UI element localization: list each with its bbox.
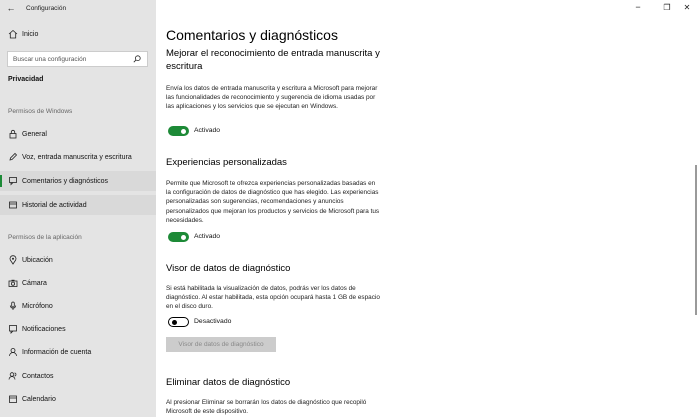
handwriting-heading: Mejorar el reconocimiento de entrada manuscrita y escritura <box>166 48 380 72</box>
viewer-toggle-label: Desactivado <box>194 318 232 325</box>
search-icon[interactable] <box>130 55 144 63</box>
sidebar-item-notifications[interactable] <box>0 319 156 339</box>
personalized-heading: Experiencias personalizadas <box>166 157 287 168</box>
sidebar-item-label: Ubicación <box>22 256 53 264</box>
sidebar-item-label: Calendario <box>22 395 56 403</box>
home-icon <box>7 28 19 40</box>
sidebar-item-general[interactable] <box>0 124 156 144</box>
sidebar-item-label: General <box>22 130 47 138</box>
diagnostic-data-viewer-button[interactable]: Visor de datos de diagnóstico <box>166 337 276 352</box>
close-button[interactable]: ✕ <box>683 2 691 12</box>
sidebar-item-account[interactable] <box>0 342 156 362</box>
handwriting-toggle-label: Activado <box>194 127 221 134</box>
title-bar <box>0 0 156 16</box>
minimize-button[interactable]: − <box>635 2 641 12</box>
sidebar-item-label: Notificaciones <box>22 325 66 333</box>
toggle-knob <box>172 320 177 325</box>
sidebar-item-label: Comentarios y diagnósticos <box>22 177 108 185</box>
toggle-knob <box>181 129 186 134</box>
handwriting-toggle[interactable] <box>168 126 189 136</box>
sidebar-item-speech[interactable] <box>0 147 156 167</box>
sidebar-item-contacts[interactable] <box>0 366 156 386</box>
sidebar-item-activity[interactable] <box>0 195 156 215</box>
personalized-toggle[interactable] <box>168 232 189 242</box>
sidebar-item-calendar[interactable] <box>0 389 156 409</box>
sidebar-item-microphone[interactable] <box>0 296 156 316</box>
lock-icon <box>7 128 19 140</box>
sidebar-item-camera[interactable] <box>0 273 156 293</box>
back-button[interactable]: ← <box>6 3 16 13</box>
active-indicator <box>0 175 2 187</box>
viewer-heading: Visor de datos de diagnóstico <box>166 263 291 274</box>
notifications-icon <box>7 323 19 335</box>
sidebar-item-label: Inicio <box>22 30 39 38</box>
sidebar-item-label: Cámara <box>22 279 47 287</box>
sidebar-item-label: Información de cuenta <box>22 348 92 356</box>
sidebar-item-location[interactable] <box>0 250 156 270</box>
contacts-icon <box>7 370 19 382</box>
restore-button[interactable]: ❐ <box>663 2 671 12</box>
sidebar-item-feedback[interactable] <box>0 171 156 191</box>
viewer-toggle[interactable] <box>168 317 189 327</box>
account-icon <box>7 346 19 358</box>
sidebar-item-label: Micrófono <box>22 302 53 310</box>
camera-icon <box>7 277 19 289</box>
sidebar-item-label: Contactos <box>22 372 54 380</box>
toggle-knob <box>181 235 186 240</box>
location-icon <box>7 254 19 266</box>
search-box[interactable] <box>7 51 148 67</box>
personalized-toggle-label: Activado <box>194 233 221 240</box>
feedback-icon <box>7 175 19 187</box>
delete-heading: Eliminar datos de diagnóstico <box>166 377 291 388</box>
sidebar-item-home[interactable] <box>0 24 156 44</box>
viewer-description: Si está habilitada la visualización de datos, podrás ver los datos de diagnóstico. Al estar habilitada, esta opción ocupará hasta 1 GB de espacio en el disco duro. <box>166 285 380 311</box>
sidebar-item-label: Voz, entrada manuscrita y escritura <box>22 153 132 161</box>
microphone-icon <box>7 300 19 312</box>
app-title: Configuración <box>26 4 67 12</box>
search-input[interactable] <box>8 56 130 63</box>
history-icon <box>7 199 19 211</box>
scrollbar[interactable] <box>695 165 697 315</box>
calendar-icon <box>7 393 19 405</box>
sidebar-item-label: Historial de actividad <box>22 201 87 209</box>
handwriting-description: Envía los datos de entrada manuscrita y escritura a Microsoft para mejorar las funcionalidades de reconocimiento y sugerencia de idioma usadas por las aplicaciones y los servicios que se ejecutan en Windows. <box>166 85 378 111</box>
app-permissions-heading: Permisos de la aplicación <box>8 234 82 241</box>
category-label: Privacidad <box>8 76 44 83</box>
sidebar <box>0 0 156 417</box>
pen-icon <box>7 151 19 163</box>
page-title: Comentarios y diagnósticos <box>166 27 338 43</box>
windows-permissions-heading: Permisos de Windows <box>8 108 73 115</box>
delete-description: Al presionar Eliminar se borrarán los datos de diagnóstico que recopiló Microsoft de este dispositivo. <box>166 399 367 416</box>
personalized-description: Permite que Microsoft te ofrezca experiencias personalizadas basadas en la configuración de datos de diagnóstico que has elegido. Las experiencias personalizadas son sugerencias, recomendaciones y anuncios personalizados que mejoran los productos y servicios de Microsoft para tus necesidades. <box>166 180 380 224</box>
